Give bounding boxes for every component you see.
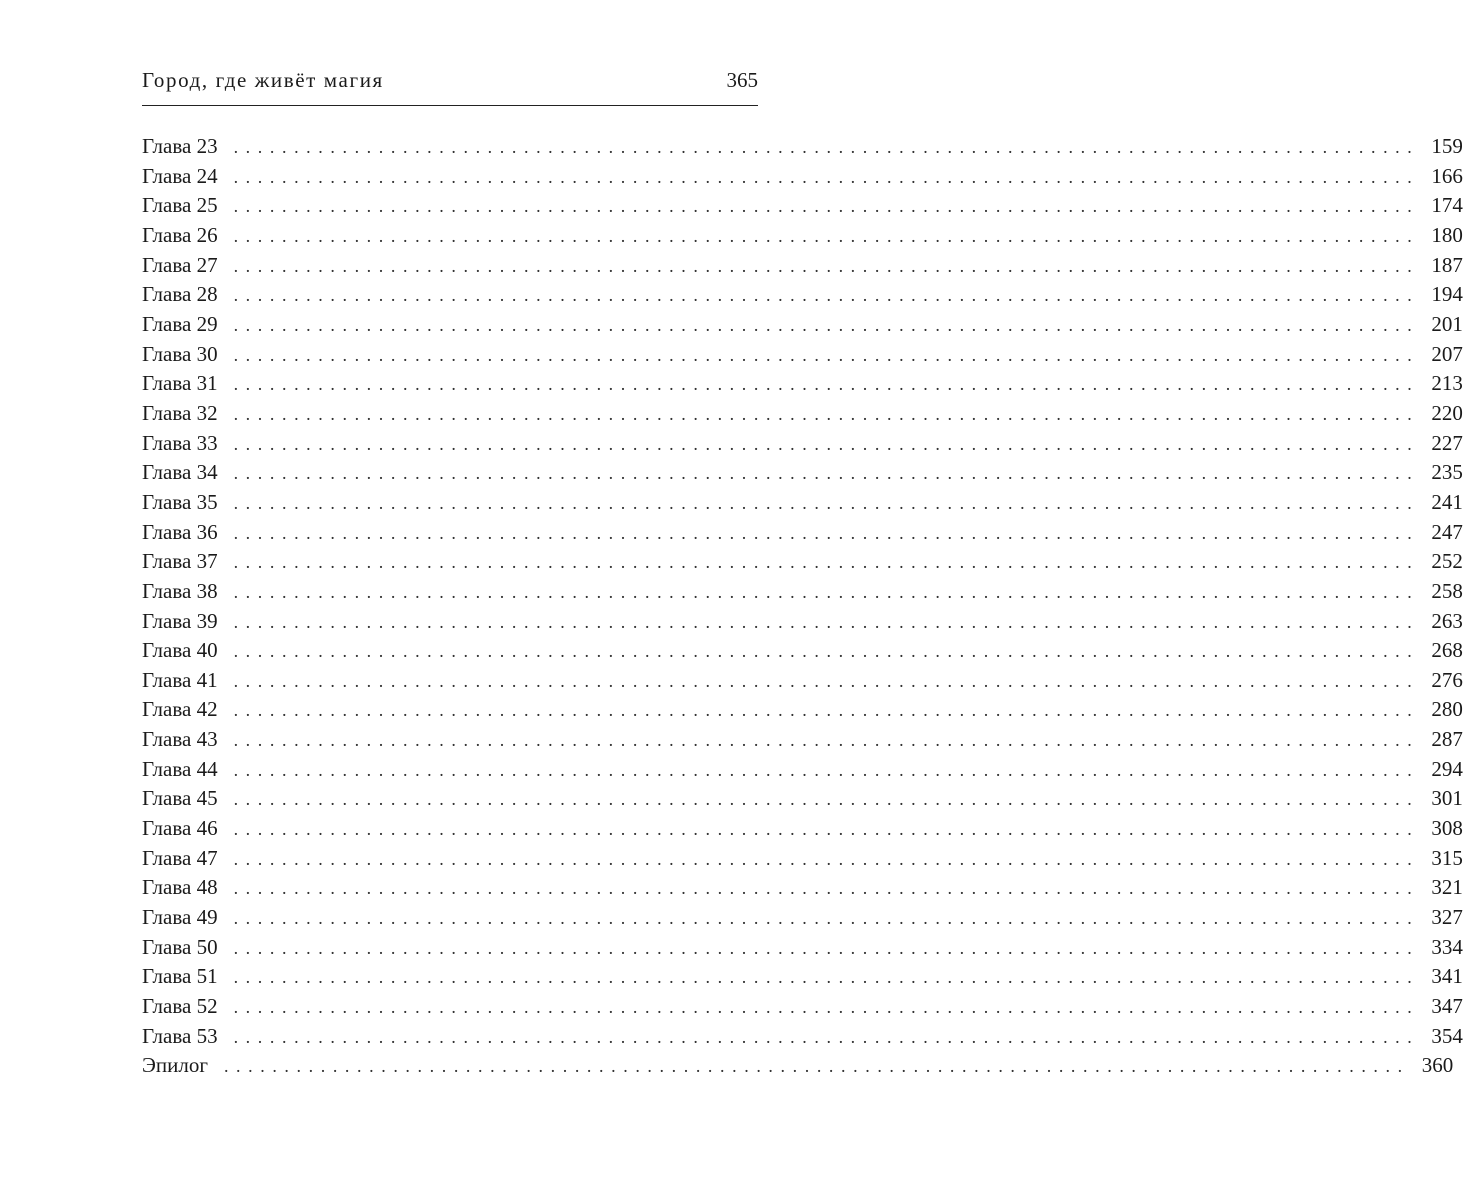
toc-entry <box>142 488 1463 518</box>
toc-entry-label: Глава 25 <box>142 193 218 218</box>
toc-entry <box>142 310 1463 340</box>
toc-dot-leader: .................................................................................................. <box>233 492 1420 513</box>
toc-dot-leader: .................................................................................................. <box>233 433 1420 454</box>
toc-entry <box>142 280 1463 310</box>
toc-entry-page: 294 <box>1431 756 1463 781</box>
toc-entry-label: Глава 36 <box>142 519 218 544</box>
toc-entry <box>142 666 1463 696</box>
toc-entry-label: Глава 46 <box>142 816 218 841</box>
toc-dot-leader: .................................................................................................. <box>233 789 1420 810</box>
toc-dot-leader: .................................................................................................. <box>233 314 1420 335</box>
toc-entry <box>142 607 1463 637</box>
toc-entry-label: Глава 39 <box>142 608 218 633</box>
toc-dot-leader: .................................................................................................. <box>233 670 1420 691</box>
toc-entry-label: Глава 33 <box>142 430 218 455</box>
toc-entry-page: 360 <box>1421 1053 1454 1078</box>
toc-dot-leader: .................................................................................................. <box>233 700 1420 721</box>
toc-dot-leader: .................................................................................................. <box>233 611 1420 632</box>
toc-entry-label: Глава 26 <box>142 222 218 247</box>
toc-entry-page: 334 <box>1431 934 1463 959</box>
toc-entry-page: 247 <box>1431 519 1463 544</box>
toc-dot-leader: .................................................................................................. <box>233 878 1420 899</box>
toc-entry-page: 207 <box>1431 341 1463 366</box>
toc-entry-page: 341 <box>1431 964 1463 989</box>
toc-entry-page: 287 <box>1431 727 1463 752</box>
toc-entry <box>142 844 1463 874</box>
toc-entry-label: Глава 49 <box>142 905 218 930</box>
toc-entry <box>142 725 1463 755</box>
toc-dot-leader: .................................................................................................. <box>233 166 1420 187</box>
running-header <box>142 62 758 102</box>
toc-entry <box>142 162 1463 192</box>
toc-dot-leader: .................................................................................................. <box>233 730 1420 751</box>
toc-dot-leader: .................................................................................................. <box>233 522 1420 543</box>
toc-entry <box>142 191 1463 221</box>
toc-dot-leader: .................................................................................................. <box>233 255 1420 276</box>
toc-dot-leader: .................................................................................................. <box>233 908 1420 929</box>
toc-entry-label: Глава 32 <box>142 400 218 425</box>
toc-dot-leader: .................................................................................................. <box>233 344 1420 365</box>
toc-entry-page: 354 <box>1431 1023 1463 1048</box>
toc-entry <box>142 1022 1463 1052</box>
toc-entry-page: 166 <box>1431 163 1463 188</box>
toc-entry <box>142 695 1463 725</box>
toc-dot-leader: .................................................................................................. <box>233 819 1420 840</box>
toc-entry-label: Глава 50 <box>142 934 218 959</box>
toc-entry <box>142 933 1463 963</box>
toc-entry-label: Глава 27 <box>142 252 218 277</box>
toc-entry-label: Эпилог <box>142 1053 208 1078</box>
toc-entry <box>142 814 1463 844</box>
toc-entry <box>142 755 1463 785</box>
toc-entry <box>142 962 1463 992</box>
toc-entry-page: 194 <box>1431 282 1463 307</box>
toc-dot-leader: .................................................................................................. <box>233 225 1420 246</box>
toc-entry-page: 258 <box>1431 578 1463 603</box>
toc-entry <box>142 458 1463 488</box>
toc-entry-label: Глава 42 <box>142 697 218 722</box>
book-title: Город, где живёт магия <box>142 68 384 92</box>
toc-entry-page: 268 <box>1431 638 1463 663</box>
toc-entry-label: Глава 41 <box>142 667 218 692</box>
toc-entry-label: Глава 31 <box>142 371 218 396</box>
toc-entry-page: 180 <box>1431 222 1463 247</box>
toc-entry-page: 276 <box>1431 667 1463 692</box>
toc-entry <box>142 903 1463 933</box>
toc-entry-label: Глава 38 <box>142 578 218 603</box>
toc-entry <box>142 992 1463 1022</box>
toc-entry <box>142 547 1463 577</box>
toc-entry-page: 315 <box>1431 845 1463 870</box>
toc-entry-label: Глава 51 <box>142 964 218 989</box>
page-number: 365 <box>726 68 758 92</box>
toc-dot-leader: .................................................................................................. <box>233 759 1420 780</box>
table-of-contents <box>142 132 1463 1081</box>
toc-entry <box>142 518 1463 548</box>
toc-entry-label: Глава 35 <box>142 489 218 514</box>
toc-entry-page: 213 <box>1431 371 1463 396</box>
toc-entry <box>142 132 1463 162</box>
toc-dot-leader: .................................................................................................. <box>233 552 1420 573</box>
toc-entry-label: Глава 48 <box>142 875 218 900</box>
toc-dot-leader: .................................................................................................. <box>233 403 1420 424</box>
toc-entry <box>142 636 1463 666</box>
toc-entry-page: 159 <box>1431 134 1463 158</box>
toc-entry <box>142 1051 1454 1081</box>
toc-dot-leader: .................................................................................................. <box>233 848 1420 869</box>
toc-dot-leader: .................................................................................................. <box>233 137 1420 157</box>
toc-entry-label: Глава 53 <box>142 1023 218 1048</box>
toc-dot-leader: .................................................................................................. <box>233 374 1420 395</box>
toc-entry <box>142 399 1463 429</box>
toc-entry-page: 308 <box>1431 816 1463 841</box>
toc-entry-page: 347 <box>1431 994 1463 1019</box>
toc-dot-leader: .................................................................................................. <box>223 1056 1410 1077</box>
toc-entry <box>142 577 1463 607</box>
toc-entry-label: Глава 30 <box>142 341 218 366</box>
toc-entry-label: Глава 45 <box>142 786 218 811</box>
toc-dot-leader: .................................................................................................. <box>233 937 1420 958</box>
toc-entry <box>142 340 1463 370</box>
toc-entry-label: Глава 47 <box>142 845 218 870</box>
toc-entry-page: 321 <box>1431 875 1463 900</box>
toc-entry-page: 301 <box>1431 786 1463 811</box>
toc-entry-label: Глава 52 <box>142 994 218 1019</box>
toc-entry-label: Глава 34 <box>142 460 218 485</box>
toc-entry-label: Глава 24 <box>142 163 218 188</box>
toc-entry-page: 187 <box>1431 252 1463 277</box>
toc-dot-leader: .................................................................................................. <box>233 463 1420 484</box>
toc-dot-leader: .................................................................................................. <box>233 581 1420 602</box>
toc-entry-page: 220 <box>1431 400 1463 425</box>
toc-dot-leader: .................................................................................................. <box>233 967 1420 988</box>
toc-entry-label: Глава 28 <box>142 282 218 307</box>
toc-entry-page: 280 <box>1431 697 1463 722</box>
toc-dot-leader: .................................................................................................. <box>233 1026 1420 1047</box>
toc-entry <box>142 221 1463 251</box>
toc-entry <box>142 784 1463 814</box>
toc-entry-page: 174 <box>1431 193 1463 218</box>
toc-entry-page: 241 <box>1431 489 1463 514</box>
toc-entry-label: Глава 40 <box>142 638 218 663</box>
toc-entry-page: 327 <box>1431 905 1463 930</box>
toc-entry-label: Глава 43 <box>142 727 218 752</box>
toc-entry-label: Глава 44 <box>142 756 218 781</box>
toc-dot-leader: .................................................................................................. <box>233 641 1420 662</box>
header-divider <box>142 105 758 106</box>
toc-dot-leader: .................................................................................................. <box>233 997 1420 1018</box>
toc-entry <box>142 429 1463 459</box>
toc-dot-leader: .................................................................................................. <box>233 196 1420 217</box>
toc-entry-label: Глава 23 <box>142 134 218 158</box>
toc-entry-page: 201 <box>1431 311 1463 336</box>
toc-entry-page: 235 <box>1431 460 1463 485</box>
toc-dot-leader: .................................................................................................. <box>233 285 1420 306</box>
toc-entry-page: 252 <box>1431 549 1463 574</box>
toc-entry <box>142 873 1463 903</box>
toc-entry-label: Глава 37 <box>142 549 218 574</box>
toc-entry <box>142 369 1463 399</box>
toc-entry-label: Глава 29 <box>142 311 218 336</box>
toc-entry <box>142 251 1463 281</box>
toc-entry-page: 263 <box>1431 608 1463 633</box>
toc-entry-page: 227 <box>1431 430 1463 455</box>
